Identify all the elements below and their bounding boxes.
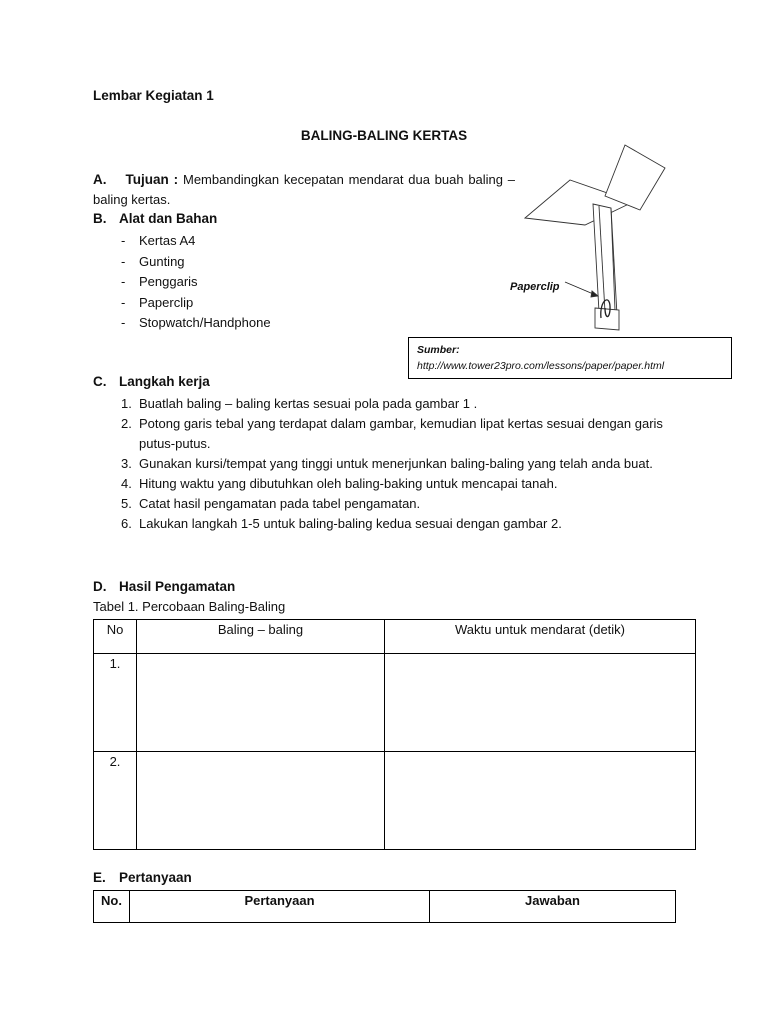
document-title: BALING-BALING KERTAS <box>300 128 468 143</box>
section-b-letter: B. <box>93 211 107 226</box>
figure-source-box <box>408 337 732 379</box>
row-no: 1. <box>94 654 137 752</box>
step-number: 3. <box>121 456 132 471</box>
section-a-title: Tujuan <box>125 172 169 187</box>
materials-item-label: Kertas A4 <box>139 233 196 248</box>
table-row <box>94 654 696 752</box>
section-e-title: Pertanyaan <box>119 870 192 885</box>
paperclip-label: Paperclip <box>510 281 560 293</box>
section-d-letter: D. <box>93 579 107 594</box>
section-e-letter: E. <box>93 870 106 885</box>
row-waktu-cell[interactable] <box>385 654 696 752</box>
table-row <box>94 752 696 850</box>
row-baling-cell[interactable] <box>137 752 385 850</box>
section-c-title: Langkah kerja <box>119 374 210 389</box>
step-text: Lakukan langkah 1-5 untuk baling-baling kedua sesuai dengan gambar 2. <box>139 516 562 531</box>
materials-item-label: Paperclip <box>139 294 194 310</box>
step-text: Catat hasil pengamatan pada tabel pengamatan. <box>139 496 421 511</box>
row-baling-cell[interactable] <box>137 654 385 752</box>
table-caption: Tabel 1. Percobaan Baling-Baling <box>93 599 286 614</box>
header-no: No <box>94 620 137 654</box>
materials-list <box>121 231 271 334</box>
materials-item-label: Penggaris <box>139 274 198 289</box>
procedure-step <box>121 454 676 474</box>
step-text: Gunakan kursi/tempat yang tinggi untuk menerjunkan baling-baling yang telah anda buat. <box>139 456 653 471</box>
question-table <box>93 890 676 923</box>
step-number: 1. <box>121 396 132 411</box>
materials-list-item: - Stopwatch/Handphone <box>121 315 271 330</box>
materials-list-item: - Kertas A4 <box>121 233 196 248</box>
materials-item-label: Stopwatch/Handphone <box>139 315 271 330</box>
header-answer: Jawaban <box>430 891 676 923</box>
section-c-letter: C. <box>93 374 107 389</box>
procedure-step <box>121 514 676 534</box>
section-a-letter: A. <box>93 172 107 187</box>
section-d-heading <box>93 579 235 594</box>
section-d-title: Hasil Pengamatan <box>119 579 236 594</box>
materials-list-item: - Penggaris <box>121 274 198 289</box>
section-b-heading <box>93 211 217 226</box>
procedure-step <box>121 394 676 414</box>
row-no: 2. <box>94 752 137 850</box>
observation-table <box>93 619 696 850</box>
procedure-step <box>121 414 676 454</box>
source-url: http://www.tower23pro.com/lessons/paper/paper.html <box>417 360 665 372</box>
step-number: 5. <box>121 496 132 511</box>
step-number: 2. <box>121 416 132 431</box>
header-baling: Baling – baling <box>137 620 385 654</box>
question-table-header-row <box>94 891 676 923</box>
step-number: 6. <box>121 516 132 531</box>
section-a-text: Membandingkan kecepatan mendarat dua buah baling – baling kertas. <box>93 172 515 207</box>
header-question-no: No. <box>94 891 130 923</box>
document-heading: Lembar Kegiatan 1 <box>93 88 214 103</box>
procedure-step <box>121 494 676 514</box>
procedure-steps <box>121 394 676 534</box>
observation-table-header-row <box>94 620 696 654</box>
section-a-objective <box>93 170 515 210</box>
section-c-heading <box>93 374 210 389</box>
materials-list-item: - Gunting <box>121 253 185 269</box>
procedure-step <box>121 474 676 494</box>
header-waktu: Waktu untuk mendarat (detik) <box>385 620 696 654</box>
step-text: Buatlah baling – baling kertas sesuai pola pada gambar 1 . <box>139 396 478 411</box>
section-e-heading <box>93 870 192 885</box>
section-a-separator: : <box>168 172 183 187</box>
step-text: Potong garis tebal yang terdapat dalam gambar, kemudian lipat kertas sesuai dengan garis putus-putus. <box>139 416 663 451</box>
step-number: 4. <box>121 476 132 491</box>
header-question: Pertanyaan <box>130 891 430 923</box>
section-b-title: Alat dan Bahan <box>119 211 218 226</box>
materials-list-item: - Paperclip <box>121 294 194 310</box>
step-text: Hitung waktu yang dibutuhkan oleh baling-baking untuk mencapai tanah. <box>139 476 558 491</box>
materials-item-label: Gunting <box>139 253 185 269</box>
paper-helicopter-figure <box>510 140 665 335</box>
paper-helicopter-illustration <box>510 140 665 335</box>
source-label: Sumber: <box>417 344 460 356</box>
row-waktu-cell[interactable] <box>385 752 696 850</box>
